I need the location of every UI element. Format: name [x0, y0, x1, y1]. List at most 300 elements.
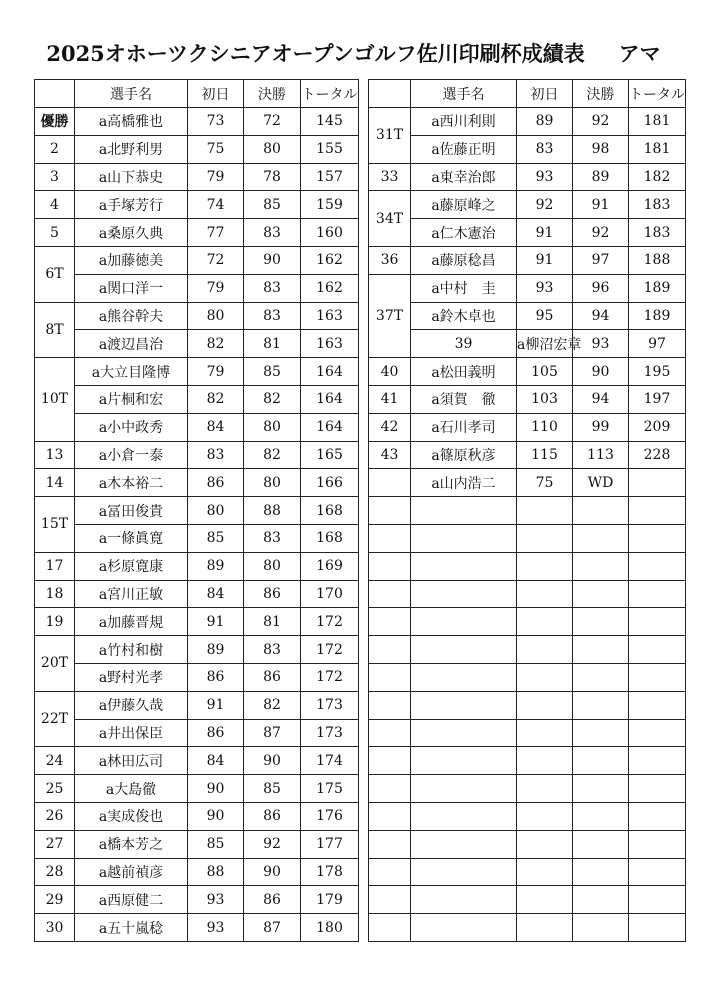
right-empty-final-score: [573, 552, 629, 580]
table-row: [35, 914, 686, 942]
left-day1-score: 80: [188, 302, 244, 330]
right-empty-total-score: [629, 497, 686, 525]
right-player-name: a松田義明: [411, 358, 517, 386]
right-empty-rank: [369, 886, 411, 914]
left-rank-cell: 25: [35, 775, 75, 803]
right-empty-player-name: [411, 497, 517, 525]
right-day1-score: 93: [573, 330, 629, 358]
right-day1-score: 115: [517, 441, 573, 469]
table-row: [35, 830, 686, 858]
right-empty-player-name: [411, 747, 517, 775]
left-final-score: 88: [244, 497, 301, 525]
right-empty-day1-score: [517, 524, 573, 552]
left-player-name: a冨田俊貴: [75, 497, 188, 525]
left-player-name: a木本裕二: [75, 469, 188, 497]
right-day1-score: 95: [517, 302, 573, 330]
left-total-score: 160: [301, 219, 359, 247]
left-day1-score: 73: [188, 108, 244, 136]
left-final-score: 72: [244, 108, 301, 136]
right-day1-score: 105: [517, 358, 573, 386]
column-gap: [359, 886, 369, 914]
right-day1-score: 83: [517, 135, 573, 163]
right-empty-final-score: [573, 608, 629, 636]
right-total-score: 228: [629, 441, 686, 469]
left-day1-score: 88: [188, 858, 244, 886]
right-empty-day1-score: [517, 580, 573, 608]
left-day1-score: 74: [188, 191, 244, 219]
left-total-score: 172: [301, 636, 359, 664]
left-player-name: a西原健二: [75, 886, 188, 914]
right-empty-rank: [369, 580, 411, 608]
left-total-score: 180: [301, 914, 359, 942]
left-player-name: a渡辺昌治: [75, 330, 188, 358]
left-player-name: a加藤晋規: [75, 608, 188, 636]
left-rank-cell: 14: [35, 469, 75, 497]
left-total-score: 145: [301, 108, 359, 136]
right-final-score: 89: [573, 163, 629, 191]
left-final-score: 87: [244, 914, 301, 942]
left-total-score: 178: [301, 858, 359, 886]
left-day1-score: 84: [188, 747, 244, 775]
table-row: [35, 469, 686, 497]
left-player-name: a桑原久典: [75, 219, 188, 247]
left-rank-cell: 優勝: [35, 108, 75, 136]
left-rank-cell: 26: [35, 802, 75, 830]
right-empty-total-score: [629, 858, 686, 886]
column-gap: [359, 914, 369, 942]
right-empty-player-name: [411, 886, 517, 914]
right-empty-total-score: [629, 719, 686, 747]
right-empty-player-name: [411, 802, 517, 830]
left-header-rank: [35, 80, 75, 108]
right-empty-day1-score: [517, 914, 573, 942]
right-final-score: 98: [573, 135, 629, 163]
left-final-score: 86: [244, 663, 301, 691]
table-row: [35, 552, 686, 580]
left-final-score: 92: [244, 830, 301, 858]
right-total-score: 195: [629, 358, 686, 386]
left-final-score: 83: [244, 219, 301, 247]
left-day1-score: 83: [188, 441, 244, 469]
column-gap: [359, 524, 369, 552]
left-day1-score: 90: [188, 802, 244, 830]
left-total-score: 174: [301, 747, 359, 775]
left-final-score: 81: [244, 330, 301, 358]
right-empty-day1-score: [517, 802, 573, 830]
right-empty-player-name: [411, 524, 517, 552]
column-gap: [359, 274, 369, 302]
left-total-score: 157: [301, 163, 359, 191]
left-day1-score: 82: [188, 385, 244, 413]
results-table: [34, 79, 686, 942]
right-final-score: 94: [573, 385, 629, 413]
table-row: [35, 441, 686, 469]
right-total-score: 183: [629, 191, 686, 219]
right-empty-day1-score: [517, 691, 573, 719]
right-empty-final-score: [573, 858, 629, 886]
right-rank-cell: 40: [369, 358, 411, 386]
table-row: [35, 691, 686, 719]
right-rank-cell: [369, 469, 411, 497]
table-row: [35, 775, 686, 803]
table-row: [35, 108, 686, 136]
right-empty-rank: [369, 747, 411, 775]
left-final-score: 85: [244, 191, 301, 219]
right-total-score: 209: [629, 413, 686, 441]
right-empty-rank: [369, 830, 411, 858]
right-header-final: 決勝: [573, 80, 629, 108]
right-day1-score: 89: [517, 108, 573, 136]
left-total-score: 177: [301, 830, 359, 858]
right-empty-player-name: [411, 858, 517, 886]
table-row: [35, 330, 686, 358]
left-header-total: トータル: [301, 80, 359, 108]
left-rank-cell: 4: [35, 191, 75, 219]
left-day1-score: 86: [188, 663, 244, 691]
right-header-rank: [369, 80, 411, 108]
right-empty-final-score: [573, 524, 629, 552]
column-gap: [359, 719, 369, 747]
right-player-name: a石川孝司: [411, 413, 517, 441]
left-total-score: 173: [301, 719, 359, 747]
left-day1-score: 93: [188, 914, 244, 942]
title-main: 2025オホーツクシニアオープンゴルフ佐川印刷杯成績表: [46, 41, 585, 66]
left-player-name: a加藤徳美: [75, 246, 188, 274]
right-total-score: 188: [629, 246, 686, 274]
right-empty-total-score: [629, 608, 686, 636]
left-total-score: 176: [301, 802, 359, 830]
right-player-name: a藤原峰之: [411, 191, 517, 219]
right-total-score: 182: [629, 163, 686, 191]
left-day1-score: 86: [188, 469, 244, 497]
left-day1-score: 82: [188, 330, 244, 358]
left-player-name: a伊藤久哉: [75, 691, 188, 719]
left-final-score: 87: [244, 719, 301, 747]
table-row: [35, 608, 686, 636]
right-empty-rank: [369, 636, 411, 664]
left-day1-score: 85: [188, 524, 244, 552]
table-row: [35, 747, 686, 775]
right-total-score: 183: [629, 219, 686, 247]
column-gap: [359, 163, 369, 191]
table-row: [35, 191, 686, 219]
table-row: [35, 802, 686, 830]
right-empty-total-score: [629, 886, 686, 914]
header-row: [35, 80, 686, 108]
right-empty-player-name: [411, 552, 517, 580]
left-day1-score: 77: [188, 219, 244, 247]
column-gap: [359, 246, 369, 274]
right-empty-player-name: [411, 580, 517, 608]
left-day1-score: 91: [188, 691, 244, 719]
left-rank-cell: 30: [35, 914, 75, 942]
right-empty-player-name: [411, 775, 517, 803]
column-gap: [359, 385, 369, 413]
left-total-score: 165: [301, 441, 359, 469]
right-day1-score: 92: [517, 191, 573, 219]
column-gap: [359, 858, 369, 886]
left-day1-score: 89: [188, 636, 244, 664]
left-player-name: a小倉一泰: [75, 441, 188, 469]
column-gap: [359, 802, 369, 830]
right-final-score: 99: [573, 413, 629, 441]
right-player-name: a中村 圭: [411, 274, 517, 302]
left-total-score: 173: [301, 691, 359, 719]
right-empty-player-name: [411, 914, 517, 942]
left-player-name: a関口洋一: [75, 274, 188, 302]
right-empty-rank: [369, 552, 411, 580]
right-empty-total-score: [629, 552, 686, 580]
right-final-score: 90: [573, 358, 629, 386]
left-total-score: 164: [301, 413, 359, 441]
left-rank-cell: 29: [35, 886, 75, 914]
right-day1-score: 110: [517, 413, 573, 441]
right-empty-rank: [369, 663, 411, 691]
table-row: [35, 219, 686, 247]
left-player-name: a一條眞寛: [75, 524, 188, 552]
right-player-name: a柳沼宏章: [517, 330, 573, 358]
left-player-name: a井出保臣: [75, 719, 188, 747]
column-gap: [359, 108, 369, 136]
left-day1-score: 80: [188, 497, 244, 525]
table-row: [35, 524, 686, 552]
right-player-name: a須賀 徹: [411, 385, 517, 413]
right-day1-score: 93: [517, 274, 573, 302]
left-player-name: a杉原寛康: [75, 552, 188, 580]
left-rank-cell: 28: [35, 858, 75, 886]
left-final-score: 86: [244, 886, 301, 914]
right-header-name: 選手名: [411, 80, 517, 108]
right-empty-day1-score: [517, 663, 573, 691]
right-final-score: WD: [573, 469, 629, 497]
right-empty-final-score: [573, 497, 629, 525]
title-category: アマ: [618, 41, 661, 66]
right-day1-score: 91: [517, 219, 573, 247]
right-player-name: a藤原稔昌: [411, 246, 517, 274]
right-empty-day1-score: [517, 497, 573, 525]
left-final-score: 83: [244, 274, 301, 302]
left-day1-score: 91: [188, 608, 244, 636]
right-empty-final-score: [573, 830, 629, 858]
column-gap: [359, 830, 369, 858]
right-total-score: 189: [629, 274, 686, 302]
left-total-score: 166: [301, 469, 359, 497]
right-empty-day1-score: [517, 719, 573, 747]
right-empty-final-score: [573, 914, 629, 942]
column-gap: [359, 608, 369, 636]
left-day1-score: 85: [188, 830, 244, 858]
right-empty-day1-score: [517, 858, 573, 886]
right-empty-final-score: [573, 886, 629, 914]
right-empty-total-score: [629, 691, 686, 719]
table-row: [35, 302, 686, 330]
left-rank-cell: 17: [35, 552, 75, 580]
left-final-score: 90: [244, 246, 301, 274]
column-gap: [359, 219, 369, 247]
left-total-score: 162: [301, 274, 359, 302]
right-player-name: a篠原秋彦: [411, 441, 517, 469]
column-gap: [359, 135, 369, 163]
right-final-score: 97: [573, 246, 629, 274]
column-gap: [359, 191, 369, 219]
right-empty-total-score: [629, 524, 686, 552]
right-empty-rank: [369, 858, 411, 886]
right-total-score: [629, 469, 686, 497]
left-final-score: 80: [244, 469, 301, 497]
right-empty-total-score: [629, 580, 686, 608]
left-day1-score: 79: [188, 358, 244, 386]
right-final-score: 97: [629, 330, 686, 358]
left-player-name: a越前禎彦: [75, 858, 188, 886]
left-final-score: 82: [244, 691, 301, 719]
column-gap: [359, 302, 369, 330]
left-player-name: a山下恭史: [75, 163, 188, 191]
left-total-score: 164: [301, 385, 359, 413]
right-empty-final-score: [573, 719, 629, 747]
right-empty-rank: [369, 775, 411, 803]
left-rank-cell: 20T: [35, 636, 75, 692]
table-row: [35, 163, 686, 191]
right-empty-player-name: [411, 719, 517, 747]
column-gap: [359, 580, 369, 608]
left-total-score: 155: [301, 135, 359, 163]
right-rank-cell: 42: [369, 413, 411, 441]
left-rank-cell: 5: [35, 219, 75, 247]
right-rank-cell: 37T: [369, 274, 411, 357]
column-gap: [359, 441, 369, 469]
right-rank-cell: 31T: [369, 108, 411, 164]
right-empty-player-name: [411, 608, 517, 636]
right-empty-rank: [369, 524, 411, 552]
table-row: [35, 663, 686, 691]
column-gap: [359, 330, 369, 358]
table-row: [35, 580, 686, 608]
column-gap: [359, 747, 369, 775]
left-final-score: 83: [244, 636, 301, 664]
column-gap: [359, 497, 369, 525]
left-total-score: 163: [301, 330, 359, 358]
right-empty-day1-score: [517, 636, 573, 664]
right-empty-final-score: [573, 691, 629, 719]
left-player-name: a五十嵐稔: [75, 914, 188, 942]
right-header-total: トータル: [629, 80, 686, 108]
right-empty-total-score: [629, 914, 686, 942]
left-rank-cell: 19: [35, 608, 75, 636]
right-final-score: 94: [573, 302, 629, 330]
right-empty-player-name: [411, 830, 517, 858]
left-rank-cell: 6T: [35, 246, 75, 302]
left-rank-cell: 10T: [35, 358, 75, 441]
left-final-score: 80: [244, 413, 301, 441]
left-player-name: a宮川正敏: [75, 580, 188, 608]
left-player-name: a大島徹: [75, 775, 188, 803]
right-final-score: 92: [573, 108, 629, 136]
right-player-name: a仁木憲治: [411, 219, 517, 247]
right-rank-cell: 36: [369, 246, 411, 274]
column-gap: [359, 691, 369, 719]
right-final-score: 113: [573, 441, 629, 469]
left-rank-cell: 22T: [35, 691, 75, 747]
left-total-score: 175: [301, 775, 359, 803]
left-rank-cell: 15T: [35, 497, 75, 553]
left-player-name: a高橋雅也: [75, 108, 188, 136]
left-player-name: a橋本芳之: [75, 830, 188, 858]
left-final-score: 83: [244, 524, 301, 552]
column-gap: [359, 358, 369, 386]
left-player-name: a野村光孝: [75, 663, 188, 691]
left-rank-cell: 8T: [35, 302, 75, 358]
right-empty-final-score: [573, 802, 629, 830]
right-empty-final-score: [573, 580, 629, 608]
right-player-name: a西川利則: [411, 108, 517, 136]
right-empty-rank: [369, 497, 411, 525]
left-total-score: 164: [301, 358, 359, 386]
right-total-score: 197: [629, 385, 686, 413]
left-rank-cell: 13: [35, 441, 75, 469]
table-row: [35, 385, 686, 413]
left-total-score: 163: [301, 302, 359, 330]
page-title: [0, 38, 707, 68]
left-rank-cell: 24: [35, 747, 75, 775]
left-player-name: a片桐和宏: [75, 385, 188, 413]
left-final-score: 83: [244, 302, 301, 330]
column-gap: [359, 663, 369, 691]
right-rank-cell: 39: [411, 330, 517, 358]
left-player-name: a北野利男: [75, 135, 188, 163]
left-player-name: a小中政秀: [75, 413, 188, 441]
right-empty-day1-score: [517, 775, 573, 803]
right-empty-player-name: [411, 663, 517, 691]
left-final-score: 90: [244, 858, 301, 886]
left-player-name: a林田広司: [75, 747, 188, 775]
left-day1-score: 90: [188, 775, 244, 803]
left-total-score: 169: [301, 552, 359, 580]
right-rank-cell: 33: [369, 163, 411, 191]
table-row: [35, 135, 686, 163]
right-total-score: 181: [629, 135, 686, 163]
left-day1-score: 84: [188, 413, 244, 441]
right-final-score: 92: [573, 219, 629, 247]
table-row: [35, 719, 686, 747]
table-row: [35, 636, 686, 664]
right-empty-total-score: [629, 663, 686, 691]
table-row: [35, 858, 686, 886]
left-final-score: 82: [244, 441, 301, 469]
left-final-score: 90: [244, 747, 301, 775]
right-empty-total-score: [629, 802, 686, 830]
left-final-score: 80: [244, 135, 301, 163]
right-player-name: a鈴木卓也: [411, 302, 517, 330]
left-total-score: 168: [301, 524, 359, 552]
table-row: [35, 358, 686, 386]
right-empty-total-score: [629, 747, 686, 775]
right-total-score: 189: [629, 302, 686, 330]
right-empty-rank: [369, 691, 411, 719]
left-total-score: 159: [301, 191, 359, 219]
left-total-score: 172: [301, 608, 359, 636]
right-empty-day1-score: [517, 552, 573, 580]
right-day1-score: 103: [517, 385, 573, 413]
right-rank-cell: 34T: [369, 191, 411, 247]
table-row: [35, 274, 686, 302]
table-row: [35, 413, 686, 441]
left-final-score: 85: [244, 358, 301, 386]
left-final-score: 81: [244, 608, 301, 636]
column-gap: [359, 80, 369, 108]
left-final-score: 85: [244, 775, 301, 803]
right-empty-final-score: [573, 747, 629, 775]
right-rank-cell: 41: [369, 385, 411, 413]
